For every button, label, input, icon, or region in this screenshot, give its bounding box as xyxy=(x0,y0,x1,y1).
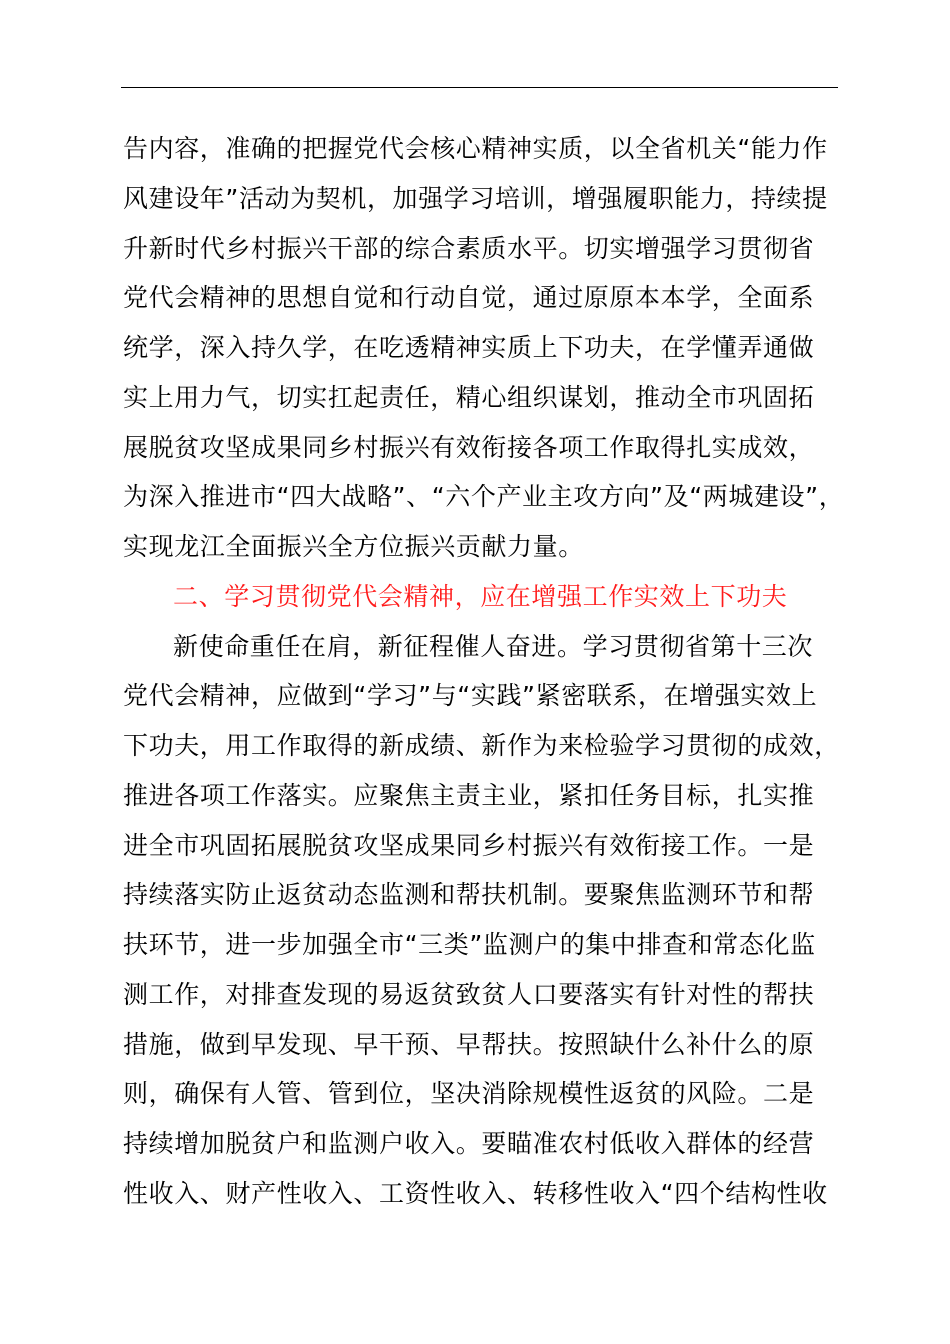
text-line: 推进各项工作落实。应聚焦主责主业，紧扣任务目标，扎实推 xyxy=(123,780,815,810)
text-line: 则，确保有人管、管到位，坚决消除规模性返贫的风险。二是 xyxy=(123,1079,815,1109)
text-line: 持续增加脱贫户和监测户收入。要瞄准农村低收入群体的经营 xyxy=(123,1129,815,1158)
text-line: 统学，深入持久学，在吃透精神实质上下功夫，在学懂弄通做 xyxy=(123,333,815,362)
text-line: 持续落实防止返贫动态监测和帮扶机制。要聚焦监测环节和帮 xyxy=(123,880,815,910)
text-line: 为深入推进市“四大战略”、“六个产业主攻方向”及“两城建设”， xyxy=(123,482,845,512)
text-line: 告内容，准确的把握党代会核心精神实质，以全省机关“能力作 xyxy=(123,134,828,163)
text-line: 党代会精神，应做到“学习”与“实践”紧密联系，在增强实效上 xyxy=(123,681,818,711)
text-line: 升新时代乡村振兴干部的综合素质水平。切实增强学习贯彻省 xyxy=(123,233,815,263)
text-line: 扶环节，进一步加强全市“三类”监测户的集中排查和常态化监 xyxy=(123,930,816,959)
paragraph-2 xyxy=(123,622,840,1219)
text-line: 测工作，对排查发现的易返贫致贫人口要落实有针对性的帮扶 xyxy=(123,979,815,1009)
document-body xyxy=(123,124,845,1219)
text-line: 性收入、财产性收入、工资性收入、转移性收入“四个结构性收 xyxy=(123,1178,828,1208)
text-line: 措施，做到早发现、早干预、早帮扶。按照缺什么补什么的原 xyxy=(123,1029,815,1059)
header-rule xyxy=(121,87,838,88)
text-line: 风建设年”活动为契机，加强学习培训，增强履职能力，持续提 xyxy=(123,183,828,213)
text-line: 实现龙江全面振兴全方位振兴贡献力量。 xyxy=(123,532,584,561)
text-line: 进全市巩固拓展脱贫攻坚成果同乡村振兴有效衔接工作。一是 xyxy=(123,830,815,860)
paragraph-1 xyxy=(123,124,845,572)
text-line: 党代会精神的思想自觉和行动自觉，通过原原本本学，全面系 xyxy=(123,283,815,313)
text-line: 下功夫，用工作取得的新成绩、新作为来检验学习贯彻的成效， xyxy=(123,731,840,760)
text-line: 实上用力气，切实扛起责任，精心组织谋划，推动全市巩固拓 xyxy=(123,382,815,412)
text-line: 新使命重任在肩，新征程催人奋进。学习贯彻省第十三次 xyxy=(173,631,814,661)
section-heading: 二、学习贯彻党代会精神，应在增强工作实效上下功夫 xyxy=(173,581,788,611)
text-line: 展脱贫攻坚成果同乡村振兴有效衔接各项工作取得扎实成效， xyxy=(123,432,815,462)
